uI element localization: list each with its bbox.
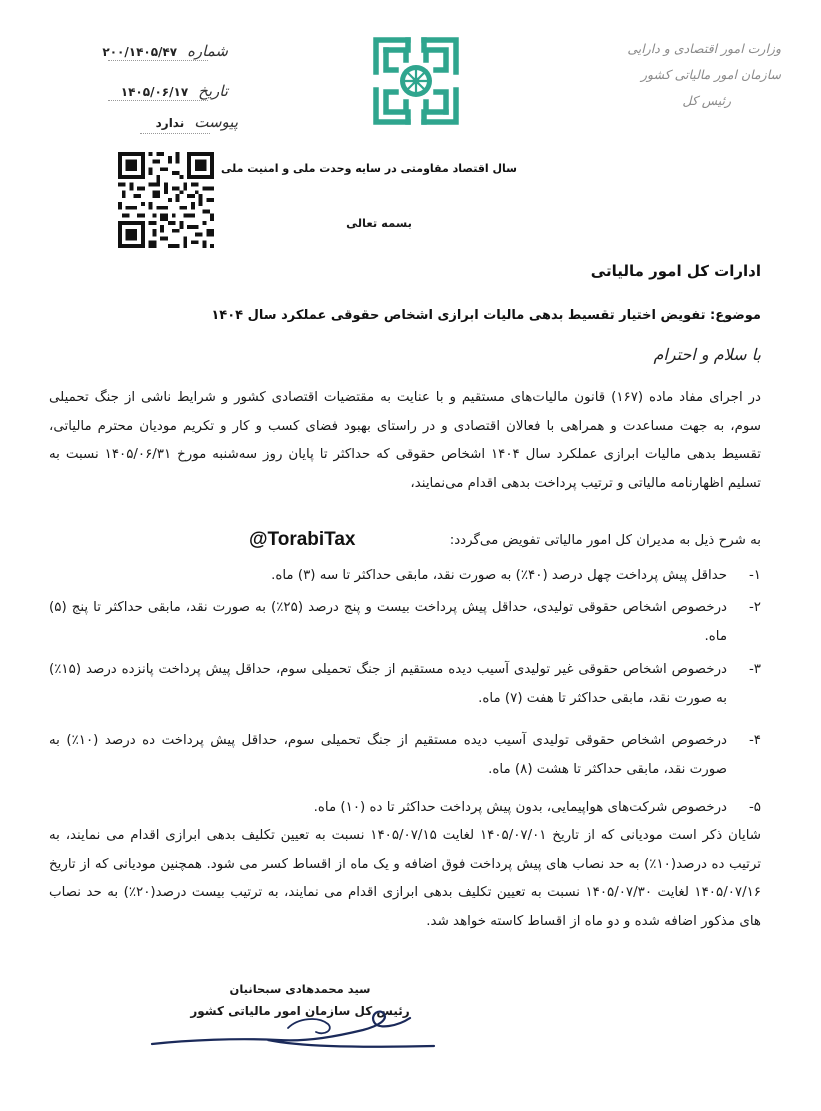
watermark-handle: @TorabiTax xyxy=(249,529,356,550)
signatory-name: سید محمدهادی سبحانیان xyxy=(229,982,371,996)
item-number: ۲- xyxy=(748,600,761,615)
intro-final-line xyxy=(49,526,761,554)
ministry-line: وزارت امور اقتصادی و دارایی xyxy=(627,41,781,56)
list-item xyxy=(49,727,761,784)
list-item xyxy=(49,656,761,713)
signatory-title: رئیس کل سازمان امور مالیاتی کشور xyxy=(190,1004,410,1018)
item-number: ۵- xyxy=(748,800,761,815)
tax-organization-emblem-icon xyxy=(368,32,464,130)
letter-number-row xyxy=(102,42,228,60)
item-text: درخصوص اشخاص حقوقی تولیدی، حداقل پیش پرداخت بیست و پنج درصد (۲۵٪) به صورت نقد، مابقی حداکثر تا پنج (۵) ماه. xyxy=(49,600,727,644)
date-label: تاریخ xyxy=(198,82,228,100)
letter-attachment-row xyxy=(148,113,238,131)
attachment-label: پیوست xyxy=(194,113,238,131)
intro-end-text: به شرح ذیل به مدیران کل امور مالیاتی تفویض می‌گردد: xyxy=(449,532,761,548)
item-number: ۱- xyxy=(748,568,761,583)
attachment-value: ندارد xyxy=(155,116,185,130)
greeting: با سلام و احترام xyxy=(653,345,761,364)
basmala: بسمه تعالی xyxy=(346,216,412,230)
item-text: درخصوص شرکت‌های هواپیمایی، بدون پیش پرداخت حداکثر تا ده (۱۰) ماه. xyxy=(313,800,727,815)
list-item xyxy=(49,594,761,651)
item-number: ۳- xyxy=(748,662,761,677)
ministry-line: سازمان امور مالیاتی کشور xyxy=(641,67,781,82)
number-value: ۲۰۰/۱۴۰۵/۴۷ xyxy=(102,45,178,59)
letter-date-row xyxy=(118,82,228,100)
ministry-line: رئیس کل xyxy=(682,93,731,108)
number-underline xyxy=(108,60,208,61)
item-text: حداقل پیش پرداخت چهل درصد (۴۰٪) به صورت نقد، مابقی حداکثر تا سه (۳) ماه. xyxy=(271,568,727,583)
list-item xyxy=(49,562,761,591)
item-text: درخصوص اشخاص حقوقی تولیدی آسیب دیده مستقیم از جنگ تحمیلی سوم، حداقل پیش پرداخت ده درصد (۱۰٪) به صورت نقد، مابقی حداکثر تا هشت (۸) ماه. xyxy=(49,733,727,777)
number-label: شماره xyxy=(187,42,228,60)
intro-paragraph: در اجرای مفاد ماده (۱۶۷) قانون مالیات‌های مستقیم و با عنایت به مقتضیات اقتصادی کشور و شرایط ناشی از جنگ تحمیلی سوم، به جهت مساعدت و همراهی با فعالان اقتصادی و در راستای بهبود فضای کسب و کار و تکریم مودیان محترم مالیاتی، تقسیط بدهی مالیات ابرازی عملکرد سال ۱۴۰۴ اشخاص حقوقی که حداکثر تا پایان روز سه‌شنبه مورخ ۱۴۰۵/۰۶/۳۱ نسبت به تسلیم اظهارنامه مالیاتی و ترتیب پرداخت بدهی اقدام می‌نمایند، xyxy=(49,390,761,491)
date-value: ۱۴۰۵/۰۶/۱۷ xyxy=(120,85,189,99)
ministry-letterhead xyxy=(591,36,781,114)
closing-paragraph: شایان ذکر است مودیانی که از تاریخ ۱۴۰۵/۰۷/۰۱ لغایت ۱۴۰۵/۰۷/۱۵ نسبت به تعیین تکلیف بدهی ابرازی اقدام می نمایند، به ترتیب ده درصد(۱۰٪) به حد نصاب های پیش پرداخت فوق اضافه و یک ماه از اقساط کسر می شود. همچنین مودیانی که از تاریخ ۱۴۰۵/۰۷/۱۶ لغایت ۱۴۰۵/۰۷/۳۰ نسبت به تعیین تکلیف بدهی ابرازی اقدام می نمایند، به ترتیب بیست درصد(۲۰٪) به حد نصاب های مذکور اضافه شده و دو ماه از اقساط کاسته خواهد شد. xyxy=(49,828,762,929)
date-underline xyxy=(108,100,208,101)
recipient-heading: ادارات کل امور مالیاتی xyxy=(590,262,761,280)
year-slogan: سال اقتصاد مقاومتی در سایه وحدت ملی و امنیت ملی xyxy=(221,162,517,175)
attachment-underline xyxy=(140,133,210,134)
item-text: درخصوص اشخاص حقوقی غیر تولیدی آسیب دیده مستقیم از جنگ تحمیلی سوم، حداقل پیش پرداخت پانزده درصد (۱۵٪) به صورت نقد، مابقی حداکثر تا هفت (۷) ماه. xyxy=(49,662,727,706)
subject-line: موضوع: تفویض اختیار تقسیط بدهی مالیات ابرازی اشخاص حقوقی عملکرد سال ۱۴۰۴ xyxy=(211,308,761,323)
item-number: ۴- xyxy=(748,733,761,748)
list-item xyxy=(49,794,761,823)
handwritten-signature-icon xyxy=(148,1000,438,1060)
